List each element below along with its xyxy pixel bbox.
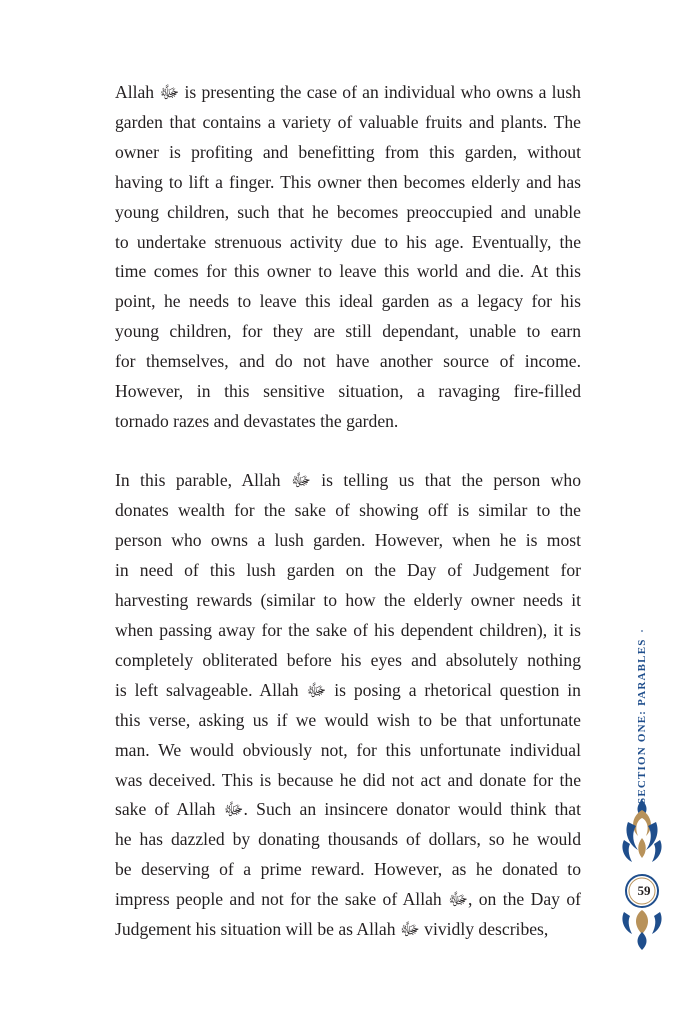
text-line: However, in this sensitive situation, a ravaging fire-filled bbox=[115, 381, 581, 402]
text-line: for themselves, and do not have another source of income. bbox=[115, 351, 581, 372]
body-text bbox=[115, 78, 581, 945]
text-line: young children, for they are still dependant, unable to earn bbox=[115, 321, 581, 342]
text-line: garden that contains a variety of valuable fruits and plants. The bbox=[115, 111, 581, 132]
page-number: 59 bbox=[637, 883, 651, 898]
text-line: donates wealth for the sake of showing off is similar to the bbox=[115, 500, 581, 521]
text-line: impress people and not for the sake of Allah ﷻ, on the Day of bbox=[115, 889, 581, 910]
text-line: man. We would obviously not, for this unfortunate individual bbox=[115, 739, 581, 760]
text-line: was deceived. This is because he did not act and donate for the bbox=[115, 769, 581, 790]
text-line: in need of this lush garden on the Day of Judgement for bbox=[115, 560, 581, 581]
text-line: Judgement his situation will be as Allah ﷻ vividly describes, bbox=[115, 919, 549, 940]
text-line: young children, such that he becomes preoccupied and unable bbox=[115, 201, 581, 222]
text-line: Allah ﷻ is presenting the case of an individual who owns a lush bbox=[115, 82, 581, 102]
text-line: sake of Allah ﷻ. Such an insincere donator would think that bbox=[115, 799, 581, 820]
text-line: tornado razes and devastates the garden. bbox=[115, 410, 399, 431]
text-line: time comes for this owner to leave this world and die. At this bbox=[115, 261, 581, 282]
text-line: be deserving of a prime reward. However, as he donated to bbox=[115, 859, 581, 880]
text-line: when passing away for the sake of his dependent children), it is bbox=[115, 620, 581, 640]
paragraph-2 bbox=[115, 466, 581, 945]
text-line: completely obliterated before his eyes and absolutely nothing bbox=[115, 649, 581, 670]
text-line: person who owns a lush garden. However, when he is most bbox=[115, 530, 581, 551]
text-line: this verse, asking us if we would wish to be that unfortunate bbox=[115, 709, 581, 730]
text-line: is left salvageable. Allah ﷻ is posing a rhetorical question in bbox=[115, 679, 581, 700]
text-line: point, he needs to leave this ideal garden as a legacy for his bbox=[115, 291, 581, 312]
text-line: having to lift a finger. This owner then becomes elderly and has bbox=[115, 171, 581, 192]
text-line: owner is profiting and benefitting from this garden, without bbox=[115, 141, 581, 162]
text-line: to undertake strenuous activity due to his age. Eventually, the bbox=[115, 231, 581, 252]
text-line: In this parable, Allah ﷻ is telling us that the person who bbox=[115, 470, 581, 491]
text-line: he has dazzled by donating thousands of dollars, so he would bbox=[115, 829, 581, 850]
text-line: harvesting rewards (similar to how the elderly owner needs it bbox=[115, 590, 581, 611]
section-title: SECTION ONE: PARABLES bbox=[636, 638, 648, 804]
paragraph-1 bbox=[115, 78, 581, 437]
